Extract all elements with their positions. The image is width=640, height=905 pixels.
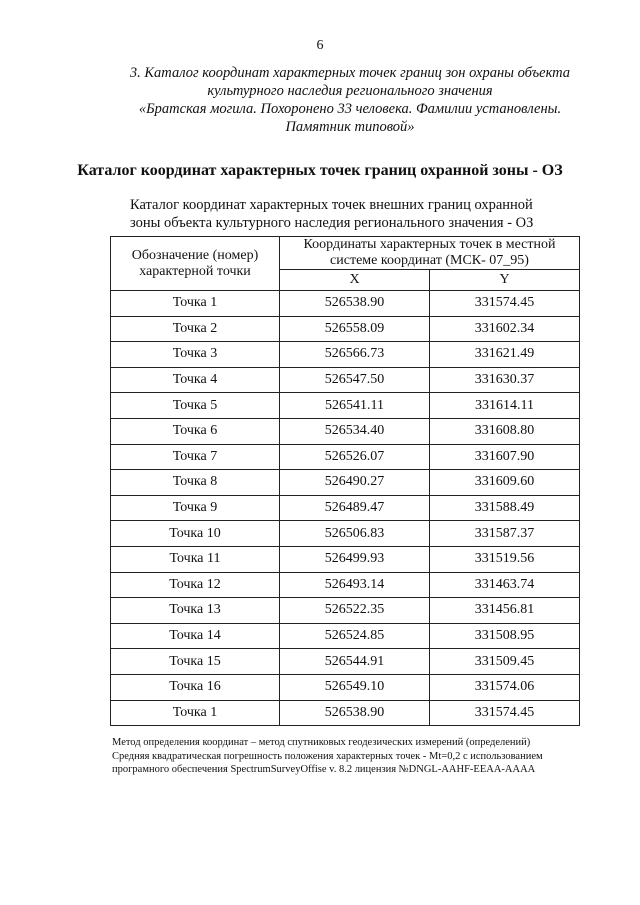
table-cell-x: 526538.90 [280, 291, 430, 317]
table-cell-y: 331630.37 [430, 367, 580, 393]
table-row [111, 649, 580, 675]
table-cell-point: Точка 7 [111, 444, 280, 470]
table-row [111, 418, 580, 444]
table-cell-y: 331587.37 [430, 521, 580, 547]
table-cell-y: 331463.74 [430, 572, 580, 598]
table-caption [130, 196, 570, 232]
table-cell-x: 526499.93 [280, 546, 430, 572]
table-cell-point: Точка 15 [111, 649, 280, 675]
table-cell-point: Точка 2 [111, 316, 280, 342]
table-cell-x: 526522.35 [280, 598, 430, 624]
table-cell-point: Точка 11 [111, 546, 280, 572]
table-cell-x: 526534.40 [280, 418, 430, 444]
table-cell-y: 331609.60 [430, 470, 580, 496]
table-cell-x: 526490.27 [280, 470, 430, 496]
table-cell-x: 526489.47 [280, 495, 430, 521]
table-cell-x: 526549.10 [280, 674, 430, 700]
table-cell-y: 331509.45 [430, 649, 580, 675]
table-cell-x: 526526.07 [280, 444, 430, 470]
table-cell-y: 331588.49 [430, 495, 580, 521]
table-cell-point: Точка 9 [111, 495, 280, 521]
footnote [112, 736, 592, 777]
table-row [111, 572, 580, 598]
table-cell-point: Точка 12 [111, 572, 280, 598]
table-row [111, 700, 580, 726]
table-cell-point: Точка 5 [111, 393, 280, 419]
table-cell-x: 526547.50 [280, 367, 430, 393]
column-header-coordinates: Координаты характерных точек в местной системе координат (МСК- 07_95) [280, 237, 580, 270]
table-row [111, 623, 580, 649]
table-row [111, 367, 580, 393]
table-cell-y: 331508.95 [430, 623, 580, 649]
page-number: 6 [316, 38, 324, 53]
table-cell-x: 526493.14 [280, 572, 430, 598]
section-heading-line: «Братская могила. Похоронено 33 человека. Фамилии установлены. [138, 101, 562, 117]
table-cell-y: 331574.45 [430, 700, 580, 726]
table-cell-point: Точка 4 [111, 367, 280, 393]
table-cell-point: Точка 1 [111, 700, 280, 726]
table-row [111, 342, 580, 368]
table-cell-y: 331519.56 [430, 546, 580, 572]
table-row [111, 393, 580, 419]
table-cell-point: Точка 6 [111, 418, 280, 444]
table-cell-point: Точка 10 [111, 521, 280, 547]
table-cell-x: 526544.91 [280, 649, 430, 675]
table-cell-y: 331614.11 [430, 393, 580, 419]
table-cell-point: Точка 8 [111, 470, 280, 496]
table-cell-x: 526541.11 [280, 393, 430, 419]
table-cell-point: Точка 13 [111, 598, 280, 624]
table-row [111, 674, 580, 700]
table-cell-point: Точка 16 [111, 674, 280, 700]
footnote-line: Средняя квадратическая погрешность положения характерных точек - Mt=0,2 с использованием [112, 750, 543, 762]
section-heading-line: культурного наследия регионального значения [207, 83, 493, 99]
table-cell-point: Точка 14 [111, 623, 280, 649]
table-cell-y: 331621.49 [430, 342, 580, 368]
table-cell-x: 526524.85 [280, 623, 430, 649]
table-caption-line: зоны объекта культурного наследия регионального значения - ОЗ [130, 215, 534, 231]
table-row [111, 316, 580, 342]
footnote-line: Метод определения координат – метод спутниковых геодезических измерений (определений) [112, 737, 531, 748]
table-cell-y: 331574.45 [430, 291, 580, 317]
table-row [111, 521, 580, 547]
table-cell-y: 331456.81 [430, 598, 580, 624]
column-header-x: X [280, 270, 430, 291]
table-row [111, 546, 580, 572]
table-cell-x: 526558.09 [280, 316, 430, 342]
table-row [111, 495, 580, 521]
table-cell-point: Точка 3 [111, 342, 280, 368]
table-row [111, 291, 580, 317]
table-caption-line: Каталог координат характерных точек внешних границ охранной [130, 197, 533, 213]
table-cell-point: Точка 1 [111, 291, 280, 317]
table-cell-x: 526538.90 [280, 700, 430, 726]
column-header-point: Обозначение (номер) характерной точки [111, 237, 280, 291]
table-cell-y: 331608.80 [430, 418, 580, 444]
column-header-y: Y [430, 270, 580, 291]
section-heading-line: 3. Каталог координат характерных точек границ зон охраны объекта [129, 65, 571, 81]
footnote-line: програмного обеспечения SpectrumSurveyOffise v. 8.2 лицензия №DNGL-AAHF-EEAA-AAAA [112, 764, 536, 775]
table-cell-y: 331607.90 [430, 444, 580, 470]
catalog-title: Каталог координат характерных точек границ охранной зоны - ОЗ [77, 162, 563, 179]
section-heading [100, 64, 600, 136]
table-cell-y: 331574.06 [430, 674, 580, 700]
section-heading-line: Памятник типовой» [285, 119, 415, 135]
table-row [111, 470, 580, 496]
table-row [111, 598, 580, 624]
table-row [111, 444, 580, 470]
table-cell-y: 331602.34 [430, 316, 580, 342]
table-cell-x: 526566.73 [280, 342, 430, 368]
coordinates-table [110, 236, 580, 726]
table-cell-x: 526506.83 [280, 521, 430, 547]
